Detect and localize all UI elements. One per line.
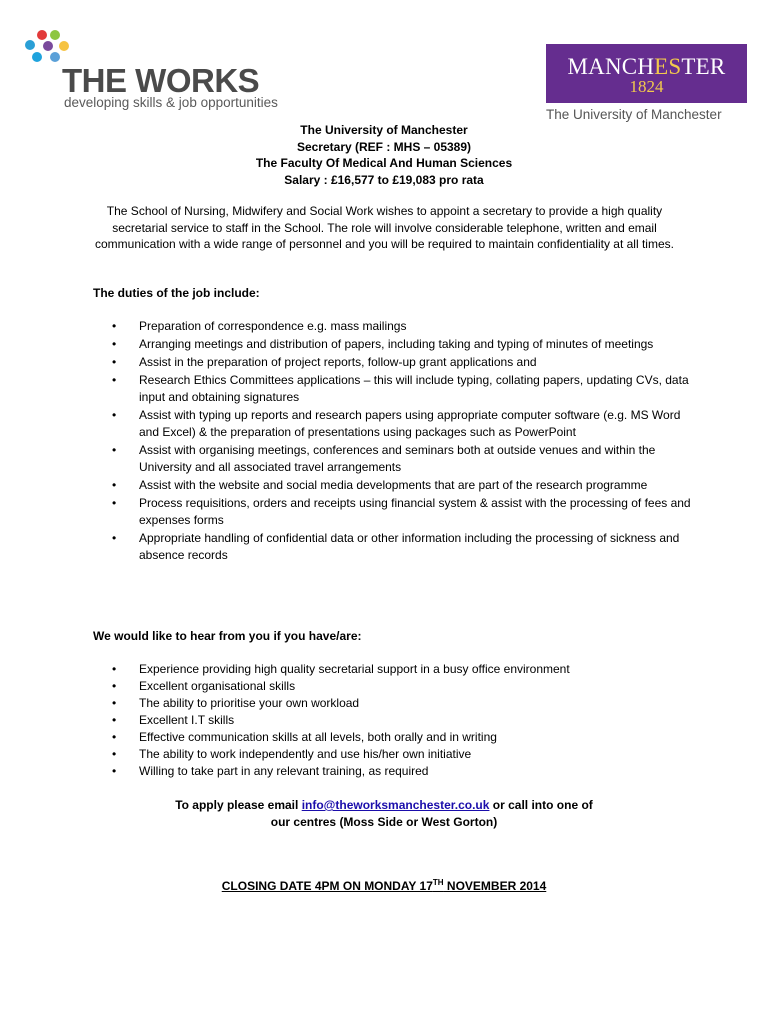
university-name: The University of Manchester (300, 123, 468, 137)
apply-text: To apply please email (175, 798, 302, 812)
bullet-icon: • (112, 531, 117, 545)
apply-instructions (0, 797, 768, 831)
list-item: • Assist with typing up reports and research papers using appropriate computer software (e.g. MS Word and Excel) & the preparation of presentations using packages such as PowerPoint (112, 408, 681, 439)
list-item: • Appropriate handling of confidential data or other information including the processing of sickness and absence records (112, 531, 680, 562)
bullet-icon: • (112, 355, 117, 369)
list-item: • Effective communication skills at all levels, both orally and in writing (112, 730, 497, 744)
list-item: • The ability to work independently and use his/her own initiative (112, 747, 472, 761)
list-item: • Research Ethics Committees applications – this will include typing, collating papers, updating CVs, data input and obtaining signatures (112, 373, 689, 404)
bullet-icon: • (112, 696, 117, 710)
duties-list (93, 318, 693, 565)
the-works-logo (22, 30, 284, 112)
duties-heading: The duties of the job include: (93, 286, 260, 300)
faculty-name: The Faculty Of Medical And Human Sciences (255, 156, 513, 170)
intro-paragraph: The School of Nursing, Midwifery and Social Work wishes to appoint a secretary to provide a high quality secretarial service to staff in the School. The role will involve considerable telephone, written and email communication with a wide range of personnel and you will be required to maintain confidentiality at all times. (95, 204, 674, 251)
list-item: • Preparation of correspondence e.g. mass mailings (112, 319, 407, 333)
list-item: • Experience providing high quality secretarial support in a busy office environment (112, 662, 570, 676)
bullet-icon: • (112, 747, 117, 761)
job-header (0, 122, 768, 188)
requirements-heading: We would like to hear from you if you have/are: (93, 629, 362, 643)
works-logo-title: THE WORKS (62, 62, 260, 99)
bullet-icon: • (112, 337, 117, 351)
list-item: • Willing to take part in any relevant training, as required (112, 764, 429, 778)
list-item: • Assist with the website and social media developments that are part of the research programme (112, 478, 648, 492)
bullet-icon: • (112, 662, 117, 676)
manchester-year: 1824 (629, 77, 664, 96)
bullet-icon: • (112, 373, 117, 387)
list-item: • Assist in the preparation of project reports, follow-up grant applications and (112, 355, 537, 369)
bullet-icon: • (112, 408, 117, 422)
bullet-icon: • (112, 478, 117, 492)
bullet-icon: • (112, 730, 117, 744)
list-item: • Arranging meetings and distribution of papers, including taking and typing of minutes of meetings (112, 337, 654, 351)
apply-email-link[interactable]: info@theworksmanchester.co.uk (301, 798, 490, 812)
apply-centres: our centres (Moss Side or West Gorton) (270, 815, 498, 829)
list-item: • The ability to prioritise your own workload (112, 696, 360, 710)
works-logo-tagline: developing skills & job opportunities (64, 95, 278, 110)
bullet-icon: • (112, 496, 117, 510)
list-item: • Excellent I.T skills (112, 713, 235, 727)
bullet-icon: • (112, 443, 117, 457)
requirements-list (93, 661, 693, 780)
manchester-logo-caption: The University of Manchester (546, 107, 722, 122)
list-item: • Process requisitions, orders and receipts using financial system & assist with the processing of fees and expenses forms (112, 496, 691, 527)
apply-text-after: or call into one of (489, 798, 593, 812)
bullet-icon: • (112, 713, 117, 727)
job-title: Secretary (REF : MHS – 05389) (296, 139, 472, 154)
list-item: • Assist with organising meetings, conferences and seminars both at outside venues and within the University and all associated travel arrangements (112, 443, 656, 474)
bullet-icon: • (112, 319, 117, 333)
manchester-logo (546, 44, 747, 103)
bullet-icon: • (112, 679, 117, 693)
bullet-icon: • (112, 764, 117, 778)
closing-date: CLOSING DATE 4PM ON MONDAY 17TH NOVEMBER 2014 (221, 878, 547, 893)
manchester-wordmark: MANCHESTER (567, 54, 726, 79)
list-item: • Excellent organisational skills (112, 679, 296, 693)
salary: Salary : £16,577 to £19,083 pro rata (284, 172, 484, 187)
